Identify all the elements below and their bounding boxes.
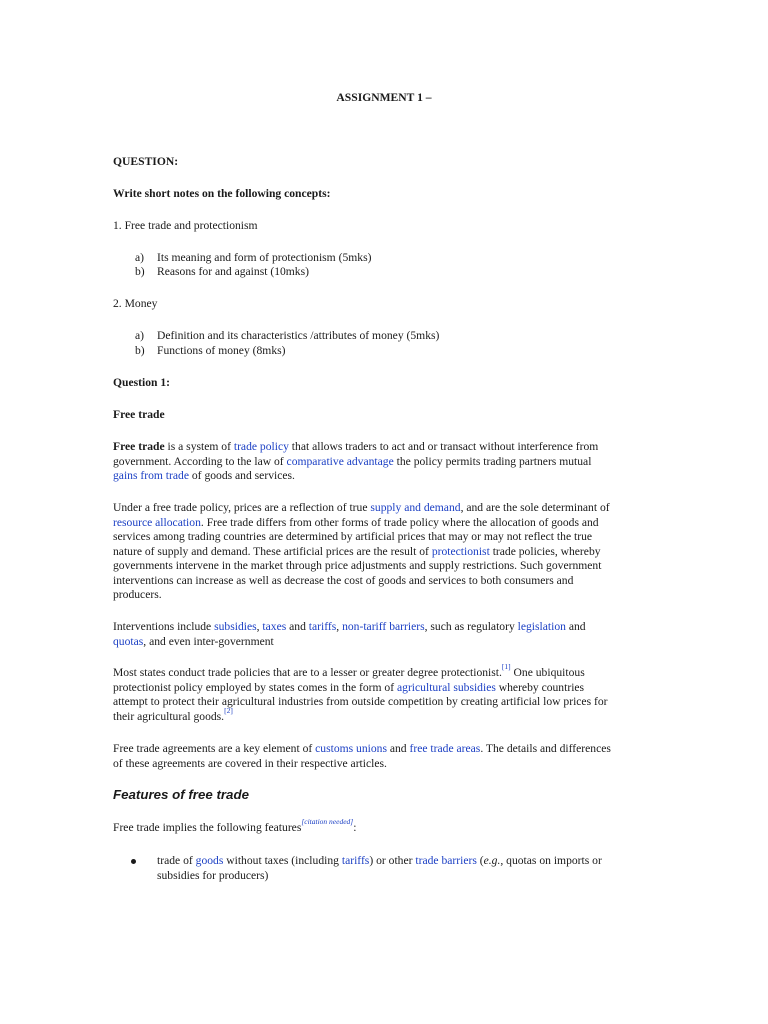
paragraph-1-line-1 (113, 440, 658, 455)
features-intro (113, 817, 357, 836)
text-run: nature of supply and demand. These artificial prices are the result of (113, 544, 432, 558)
paragraph-1 (113, 440, 658, 484)
text-run: government. According to the law of (113, 454, 287, 468)
text-run: , such as regulatory (424, 620, 518, 633)
item-1-a-text: Its meaning and form of protectionism (5mks) (157, 251, 372, 264)
link-quotas[interactable]: quotas (113, 634, 144, 648)
item-1-a (135, 251, 371, 266)
text-run: . The details and differences (480, 742, 611, 755)
link-customs-unions[interactable]: customs unions (315, 742, 387, 755)
text-run: , (256, 620, 263, 633)
text-run: and (386, 742, 410, 755)
text-run: Free trade agreements are a key element of (113, 742, 316, 755)
paragraph-4-line-2 (113, 681, 658, 696)
paragraph-2-line-4 (113, 545, 658, 560)
link-tariffs[interactable]: tariffs (308, 620, 337, 633)
link-supply-and-demand[interactable]: supply and demand (370, 501, 461, 514)
question-heading: QUESTION: (113, 155, 179, 168)
paragraph-4-line-4 (113, 705, 658, 725)
text-run: , and even inter-government (143, 634, 274, 648)
text-run: . Free trade differs from other forms of trade policy where the allocation of goods and (200, 515, 599, 529)
item-2-a-label: a) (135, 329, 145, 342)
text-run: whereby countries (495, 680, 585, 694)
paragraph-1-line-2 (113, 455, 658, 470)
link-gains-from-trade[interactable]: gains from trade (113, 469, 189, 482)
item-1-b-label: b) (135, 265, 145, 278)
paragraph-4-line-1 (113, 662, 658, 681)
bullet-item-1-line-2: subsidies for producers) (157, 868, 269, 882)
link-free-trade-areas[interactable]: free trade areas (409, 742, 481, 755)
item-1-a-label: a) (135, 251, 145, 264)
item-2-b (135, 344, 286, 359)
paragraph-3-line-1 (113, 620, 658, 635)
paragraph-3 (113, 620, 658, 649)
link-trade-policy[interactable]: trade policy (233, 440, 289, 453)
item-2: 2. Money (113, 297, 158, 310)
text-run: Most states conduct trade policies that are to a lesser or greater degree protectionist. (113, 666, 502, 679)
item-1-b-text: Reasons for and against (10mks) (157, 265, 309, 278)
item-2-b-text: Functions of money (8mks) (157, 344, 286, 357)
text-run: without taxes (including (223, 854, 342, 867)
paragraph-5-line-1 (113, 742, 658, 757)
text-run: the policy permits trading partners mutual (393, 454, 592, 468)
paragraph-2-line-7: producers. (113, 588, 162, 601)
text-run: ) or other (369, 854, 416, 867)
paragraph-1-line-3 (113, 469, 658, 484)
paragraph-2-line-1 (113, 501, 658, 516)
text-run: protectionist policy employed by states comes in the form of (113, 680, 397, 694)
paragraph-4-line-3: attempt to protect their agricultural industries from outside competition by creating artificial low prices for (113, 695, 608, 708)
paragraph-2-line-5: governments intervene in the market through price adjustments and supply restrictions. Such government (113, 559, 602, 572)
text-run: Under a free trade policy, prices are a reflection of true (113, 501, 371, 514)
text-run: is a system of (164, 440, 234, 453)
paragraph-3-line-2 (113, 635, 658, 650)
question-1-heading: Question 1: (113, 376, 171, 389)
paragraph-5-line-2: of these agreements are covered in their respective articles. (113, 756, 387, 770)
text-run: Interventions include (113, 620, 215, 633)
reference-1[interactable]: [1] (501, 662, 511, 671)
text-run: Free trade implies the following features (113, 821, 302, 834)
link-agricultural-subsidies[interactable]: agricultural subsidies (397, 680, 496, 694)
link-protectionist[interactable]: protectionist (431, 544, 490, 558)
text-run: of goods and services. (188, 469, 295, 482)
item-2-b-label: b) (135, 344, 145, 357)
text-run: , (336, 620, 343, 633)
item-2-a-text: Definition and its characteristics /attributes of money (5mks) (157, 329, 440, 342)
paragraph-4 (113, 662, 658, 724)
text-run: quotas on imports or (503, 854, 602, 867)
text-run: , and are the sole determinant of (460, 501, 610, 514)
link-comparative-advantage[interactable]: comparative advantage (286, 454, 394, 468)
free-trade-term: Free trade (113, 440, 165, 453)
text-run: trade policies, whereby (489, 544, 601, 558)
features-heading: Features of free trade (113, 787, 249, 802)
bullet-item-1 (157, 854, 657, 883)
text-run: that allows traders to act and or transact without interference from (288, 440, 599, 453)
paragraph-2 (113, 501, 658, 603)
bullet-item-1-line-1 (157, 854, 657, 869)
text-run: their agricultural goods. (113, 709, 225, 723)
eg-text: e.g., (483, 854, 504, 867)
paragraph-2-line-2 (113, 516, 658, 531)
free-trade-heading: Free trade (113, 408, 165, 421)
reference-2[interactable]: [2] (224, 705, 233, 715)
item-1: 1. Free trade and protectionism (113, 219, 258, 232)
link-trade-barriers[interactable]: trade barriers (415, 854, 477, 867)
text-run: One ubiquitous (510, 666, 585, 679)
paragraph-2-line-3: services among trading countries are determined by artificial prices that may or may not reflect the true (113, 530, 593, 543)
link-goods[interactable]: goods (195, 854, 224, 867)
item-1-b (135, 265, 309, 280)
citation-needed[interactable]: [citation needed] (301, 817, 354, 826)
item-2-a (135, 329, 439, 344)
bullet-dot (131, 859, 136, 864)
link-non-tariff-barriers[interactable]: non-tariff barriers (342, 620, 425, 633)
link-taxes[interactable]: taxes (262, 620, 287, 633)
text-run: : (353, 821, 357, 834)
link-resource-allocation[interactable]: resource allocation (113, 515, 201, 529)
text-run: ( (476, 854, 484, 867)
instruction-text: Write short notes on the following concepts: (113, 187, 331, 200)
assignment-title: ASSIGNMENT 1 – (336, 91, 432, 104)
paragraph-2-line-6: interventions can increase as well as decrease the cost of goods and services to both consumers and (113, 573, 574, 587)
link-subsidies[interactable]: subsidies (214, 620, 257, 633)
link-tariffs-2[interactable]: tariffs (341, 854, 370, 867)
link-legislation[interactable]: legislation (517, 620, 566, 633)
text-run: trade of (157, 854, 196, 867)
text-run: and (565, 620, 586, 633)
paragraph-5 (113, 742, 658, 771)
text-run: and (286, 620, 309, 633)
